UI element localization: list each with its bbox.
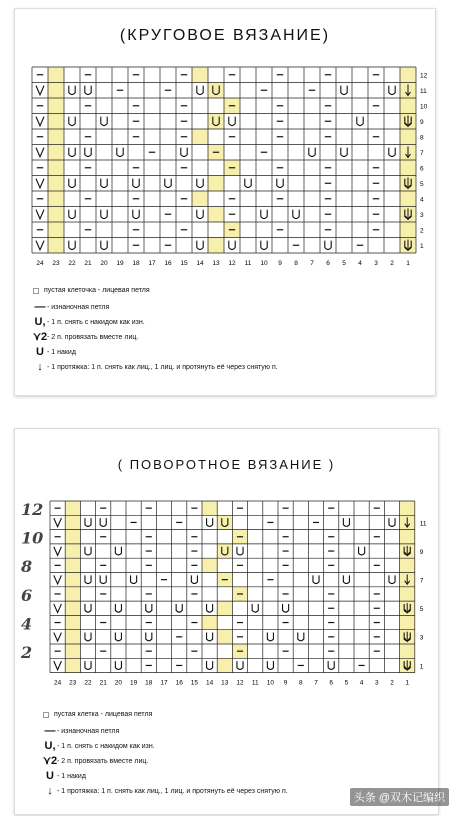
yarn-over-mark [229, 117, 235, 126]
col-label: 8 [294, 260, 298, 267]
col-label: 2 [390, 260, 394, 267]
col-label: 9 [278, 260, 282, 267]
slip-with-yo-mark [131, 575, 137, 583]
highlight-cell [48, 114, 64, 130]
col-label: 20 [114, 679, 123, 687]
col-label: 10 [266, 679, 275, 687]
highlight-cell [400, 530, 415, 544]
col-label: 15 [180, 260, 188, 267]
highlight-cell [400, 191, 416, 207]
slip-with-yo-mark [85, 633, 91, 641]
row-label-odd: 1 [419, 663, 424, 671]
legend-symbol-icon: — [44, 725, 56, 737]
slip-with-yo-mark [197, 210, 203, 219]
legend-row [33, 347, 76, 358]
slip-with-yo-mark [325, 241, 331, 250]
col-label: 6 [329, 679, 334, 687]
highlight-cell [217, 658, 232, 672]
row-label-even: 2 [21, 643, 33, 662]
col-label: 4 [358, 260, 362, 267]
highlight-cell [400, 222, 416, 238]
legend-symbol-icon: — [34, 301, 46, 313]
slip-with-yo-mark [298, 633, 304, 641]
yarn-over-mark [165, 179, 171, 188]
yarn-over-mark [100, 518, 106, 526]
highlight-cell [65, 587, 80, 601]
col-label: 14 [205, 679, 214, 687]
highlight-cell [400, 129, 416, 145]
row-label: 2 [420, 227, 424, 235]
slip-with-yo-mark [389, 518, 395, 526]
slip-with-yo-mark [133, 210, 139, 219]
highlight-cell [192, 129, 208, 145]
slip-with-yo-mark [229, 241, 235, 250]
slip-with-yo-mark [69, 241, 75, 250]
yarn-over-mark [277, 179, 283, 188]
highlight-cell [48, 67, 64, 83]
highlight-cell [65, 501, 80, 515]
watermark: 头条 @双木记编织 [350, 788, 449, 806]
legend-row [33, 317, 145, 328]
highlight-cell [400, 558, 415, 572]
slip-with-yo-mark [115, 661, 121, 669]
row-label-odd: 11 [419, 520, 427, 528]
col-label: 7 [314, 679, 318, 687]
col-label: 16 [164, 260, 172, 267]
yarn-over-mark [357, 117, 363, 126]
legend-symbol-icon: ↓ [37, 361, 43, 373]
highlight-cell [65, 530, 80, 544]
slip-with-yo-mark [69, 210, 75, 219]
col-label: 2 [390, 679, 394, 687]
col-label: 3 [374, 260, 378, 267]
col-label: 17 [148, 260, 156, 267]
k2tog-mark [54, 604, 62, 613]
col-label: 19 [129, 679, 138, 687]
k2tog-mark [54, 661, 62, 670]
col-label: 16 [175, 679, 183, 687]
highlight-cell [48, 222, 64, 238]
slip-with-yo-mark [146, 633, 152, 641]
yarn-over-mark [101, 117, 107, 126]
col-label: 13 [221, 679, 229, 687]
col-label: 5 [344, 679, 349, 687]
col-label: 19 [116, 260, 124, 267]
col-label: 20 [100, 260, 108, 267]
legend-text: - 1 п. снять с накидом как изн. [57, 743, 155, 750]
row-label-odd: 3 [419, 634, 424, 642]
highlight-cell [65, 558, 80, 572]
highlight-cell [65, 515, 80, 529]
slip-with-yo-mark [293, 210, 299, 219]
slip-with-yo-mark [69, 148, 75, 157]
yarn-over-mark [261, 241, 267, 250]
highlight-cell [48, 176, 64, 192]
row-label: 4 [420, 196, 424, 204]
row-label: 7 [420, 150, 424, 157]
yarn-over-mark [237, 547, 243, 555]
highlight-cell [48, 98, 64, 114]
row-label-even: 8 [21, 557, 33, 577]
chart1-legend [33, 287, 428, 377]
col-label: 22 [68, 260, 76, 267]
legend-row [43, 756, 148, 767]
col-label: 8 [298, 679, 303, 687]
slip-with-yo-mark [85, 547, 91, 555]
row-label-even: 6 [21, 585, 33, 605]
highlight-cell [48, 83, 64, 99]
yarn-over-mark [115, 547, 121, 555]
highlight-cell [208, 176, 224, 192]
highlight-cell [65, 644, 80, 658]
col-label: 1 [405, 679, 410, 687]
yarn-over-mark [207, 661, 213, 669]
row-label: 9 [420, 119, 424, 126]
k2tog-mark [36, 210, 44, 219]
legend-row [33, 302, 109, 313]
yarn-over-mark [176, 604, 182, 612]
highlight-cell [48, 238, 64, 254]
yarn-over-mark [343, 575, 349, 583]
legend-row [43, 771, 86, 782]
col-label: 12 [228, 260, 236, 267]
col-label: 22 [84, 679, 92, 687]
highlight-cell [48, 129, 64, 145]
col-label: 9 [283, 679, 288, 687]
k2tog-mark [36, 148, 44, 157]
legend-row [43, 711, 152, 718]
highlight-cell [48, 191, 64, 207]
slip-with-yo-mark [313, 575, 319, 583]
slip-with-yo-mark [101, 241, 107, 250]
slip-with-yo-mark [69, 86, 75, 95]
k2tog-mark [36, 86, 44, 95]
highlight-cell [192, 67, 208, 83]
legend-text: - изнаночная петля [57, 728, 120, 735]
highlight-cell [208, 207, 224, 223]
col-label: 21 [99, 679, 107, 687]
row-label: 3 [420, 212, 424, 219]
highlight-cell [400, 67, 416, 83]
legend-text: - изнаночная петля [47, 304, 110, 311]
slip-with-yo-mark [146, 604, 152, 612]
col-label: 24 [36, 260, 44, 267]
highlight-cell [65, 544, 80, 558]
row-label: 8 [420, 134, 424, 142]
slip-with-yo-mark [115, 604, 121, 612]
col-label: 21 [84, 260, 92, 267]
highlight-cell [65, 658, 80, 672]
row-label: 6 [420, 165, 424, 173]
legend-text: пустая клеточка - лицевая петля [44, 287, 150, 294]
k2tog-mark [54, 518, 62, 527]
slip-with-yo-mark [69, 179, 75, 188]
row-label: 12 [420, 72, 428, 80]
chart1-grid [32, 67, 428, 277]
slip-with-yo-mark [389, 575, 395, 583]
legend-symbol-icon: U [36, 346, 44, 358]
legend-row [43, 741, 155, 752]
slip-with-yo-mark [207, 633, 213, 641]
yarn-over-mark [341, 86, 347, 95]
yarn-over-mark [341, 148, 347, 157]
chart2-title: ( ПОВОРОТНОЕ ВЯЗАНИЕ ) [117, 457, 336, 472]
chart1-title: (КРУГОВОЕ ВЯЗАНИЕ) [119, 27, 331, 44]
k2tog-mark [36, 117, 44, 126]
legend-text: - 1 протяжка: 1 п. снять как лиц., 1 лиц. и протянуть её через снятую п. [47, 364, 278, 371]
yarn-over-mark [197, 241, 203, 250]
slip-with-yo-mark [133, 179, 139, 188]
slip-with-yo-mark [389, 148, 395, 157]
row-label: 10 [420, 103, 428, 111]
highlight-cell [400, 160, 416, 176]
legend-symbol-icon: ⋎2 [33, 331, 48, 343]
legend-text: - 1 накид [47, 349, 76, 356]
highlight-cell [48, 207, 64, 223]
yarn-over-mark [85, 86, 91, 95]
col-label: 12 [236, 679, 244, 687]
highlight-cell [400, 587, 415, 601]
k2tog-mark [54, 633, 62, 642]
highlight-cell [217, 515, 232, 529]
slip-with-yo-mark [197, 179, 203, 188]
empty-box-icon [33, 288, 39, 294]
highlight-cell [217, 601, 232, 615]
legend-symbol-icon: U [46, 770, 54, 782]
yarn-over-mark [267, 661, 273, 669]
highlight-cell [400, 644, 415, 658]
slip-with-yo-mark [252, 604, 258, 612]
highlight-cell [48, 160, 64, 176]
col-label: 18 [132, 260, 140, 267]
highlight-cell [65, 601, 80, 615]
k2tog-mark [36, 241, 44, 250]
col-label: 1 [406, 260, 410, 267]
chart2-grid [15, 493, 437, 695]
legend-symbol-icon: U, [44, 740, 56, 752]
highlight-cell [208, 238, 224, 254]
col-label: 18 [145, 679, 153, 687]
yarn-over-mark [207, 518, 213, 526]
col-label: 13 [212, 260, 220, 267]
slip-with-yo-mark [115, 633, 121, 641]
legend-row [43, 726, 119, 737]
yarn-over-mark [261, 210, 267, 219]
col-label: 5 [342, 260, 346, 267]
col-label: 23 [69, 679, 77, 687]
yarn-over-mark [85, 148, 91, 157]
k2tog-mark [54, 547, 62, 556]
col-label: 4 [359, 679, 364, 687]
row-label-odd: 9 [419, 548, 424, 556]
row-label-even: 12 [21, 500, 44, 519]
slip-with-yo-mark [85, 604, 91, 612]
legend-symbol-icon: ⋎2 [43, 755, 58, 767]
yarn-over-mark [181, 148, 187, 157]
row-label: 5 [420, 181, 424, 188]
col-label: 7 [310, 260, 314, 267]
col-label: 3 [374, 679, 379, 687]
row-label-even: 4 [21, 614, 33, 634]
empty-box-icon [43, 712, 49, 718]
row-label-odd: 5 [419, 606, 424, 614]
highlight-cell [400, 98, 416, 114]
yarn-over-mark [283, 604, 289, 612]
slip-with-yo-mark [328, 661, 334, 669]
k2tog-mark [54, 575, 62, 584]
legend-text: - 1 накид [57, 773, 86, 780]
highlight-cell [208, 114, 224, 130]
col-label: 24 [53, 679, 62, 687]
yarn-over-mark [197, 86, 203, 95]
highlight-cell [208, 83, 224, 99]
col-label: 17 [160, 679, 168, 687]
legend-symbol-icon: ↓ [47, 785, 53, 797]
col-label: 23 [52, 260, 60, 267]
legend-row [33, 362, 278, 373]
legend-text: - 1 протяжка: 1 п. снять как лиц., 1 лиц. и протянуть её через снятую п. [57, 788, 288, 795]
slip-with-yo-mark [309, 148, 315, 157]
slip-with-yo-mark [85, 575, 91, 583]
col-label: 14 [196, 260, 204, 267]
slip-with-yo-mark [85, 518, 91, 526]
row-label-even: 10 [21, 528, 44, 548]
legend-text: - 2 п. провязать вместе лиц. [47, 334, 139, 341]
highlight-cell [400, 501, 415, 515]
slip-with-yo-mark [85, 661, 91, 669]
slip-with-yo-mark [101, 179, 107, 188]
yarn-over-mark [100, 575, 106, 583]
col-label: 15 [190, 679, 199, 687]
row-label: 1 [420, 243, 424, 250]
highlight-cell [48, 145, 64, 161]
k2tog-mark [36, 179, 44, 188]
legend-row [33, 332, 138, 343]
yarn-over-mark [267, 633, 273, 641]
highlight-cell [202, 501, 217, 515]
legend-row [33, 287, 150, 294]
highlight-cell [65, 615, 80, 629]
legend-text: - 1 п. снять с накидом как изн. [47, 319, 145, 326]
slip-with-yo-mark [101, 210, 107, 219]
col-label: 10 [260, 260, 268, 267]
slip-with-yo-mark [237, 661, 243, 669]
col-label: 6 [326, 260, 330, 267]
highlight-cell [65, 630, 80, 644]
highlight-cell [202, 615, 217, 629]
highlight-cell [217, 544, 232, 558]
highlight-cell [400, 615, 415, 629]
slip-with-yo-mark [389, 86, 395, 95]
yarn-over-mark [191, 575, 197, 583]
col-label: 11 [244, 260, 252, 267]
legend-symbol-icon: U, [34, 316, 46, 328]
legend-text: пустая клетка - лицевая петля [54, 711, 153, 718]
slip-with-yo-mark [207, 604, 213, 612]
legend-row [43, 786, 288, 797]
row-label: 11 [420, 88, 427, 95]
slip-with-yo-mark [245, 179, 251, 188]
slip-with-yo-mark [69, 117, 75, 126]
yarn-over-mark [343, 518, 349, 526]
highlight-cell [192, 191, 208, 207]
highlight-cell [65, 573, 80, 587]
row-label-odd: 7 [419, 577, 424, 585]
highlight-cell [217, 630, 232, 644]
yarn-over-mark [359, 547, 365, 555]
round-knitting-chart-card [14, 8, 436, 396]
legend-text: - 2 п. провязать вместе лиц. [57, 758, 149, 765]
turning-knitting-chart-card [14, 428, 439, 815]
highlight-cell [202, 558, 217, 572]
slip-with-yo-mark [117, 148, 123, 157]
col-label: 11 [251, 679, 259, 687]
